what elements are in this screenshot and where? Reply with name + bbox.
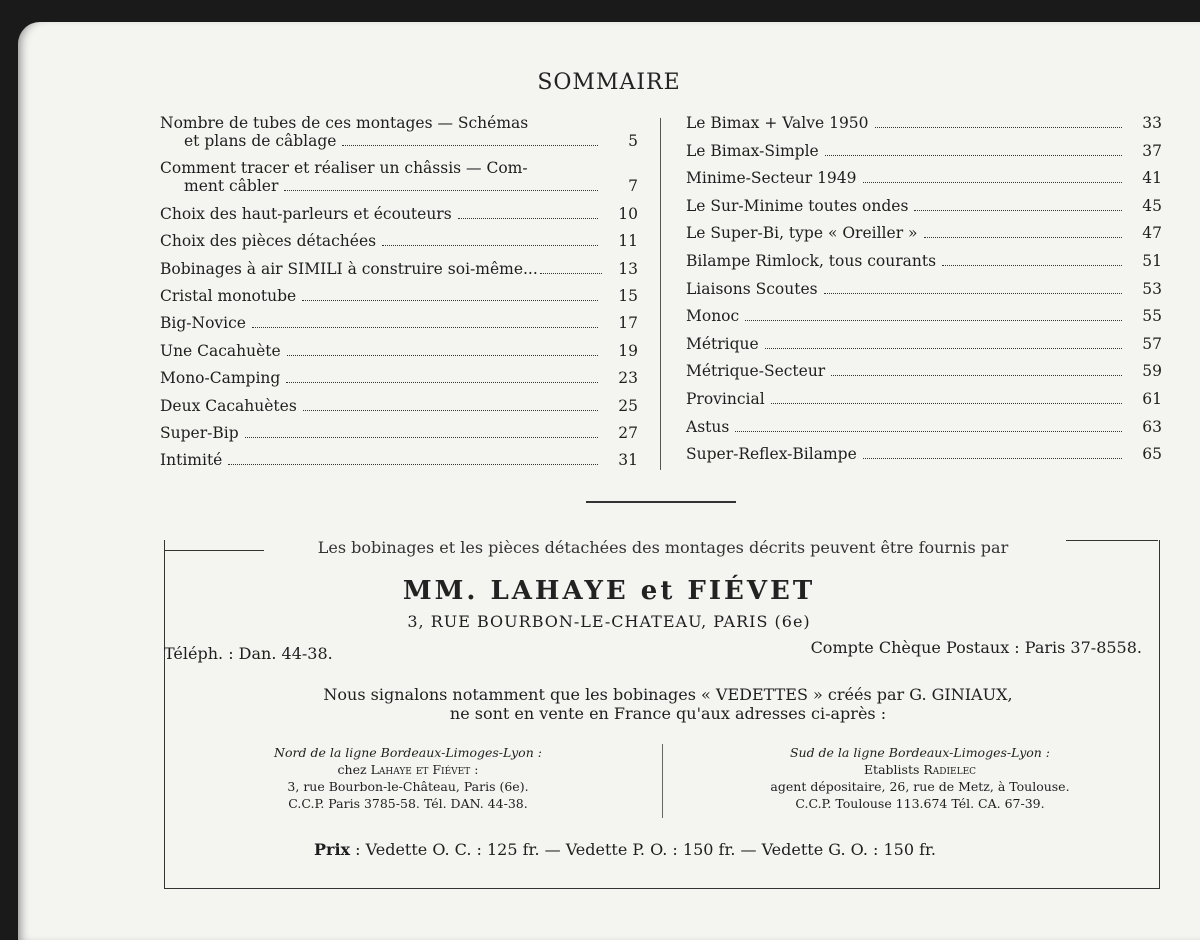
toc-entry-label: Mono-Camping	[160, 369, 281, 388]
toc-entry-page: 17	[618, 314, 638, 333]
toc-entry-label: Métrique-Secteur	[686, 362, 826, 381]
toc-entry-label: Bilampe Rimlock, tous courants	[686, 251, 937, 270]
dot-leader	[245, 437, 598, 438]
toc-entry	[160, 451, 638, 469]
toc-entry-page: 61	[1142, 389, 1162, 408]
toc-entry	[686, 418, 1162, 436]
dot-leader	[924, 237, 1122, 238]
toc-entry-label: Le Super-Bi, type « Oreiller »	[686, 224, 918, 243]
toc-entry-page: 19	[618, 341, 638, 360]
company-phone: Téléph. : Dan. 44-38.	[164, 644, 333, 663]
toc-entry	[160, 342, 638, 360]
toc-right-column	[686, 114, 1162, 473]
toc-entry-label: Minime-Secteur 1949	[686, 169, 857, 188]
toc-entry-page: 63	[1142, 417, 1162, 436]
dot-leader	[942, 265, 1122, 266]
toc-entry-label: Le Bimax + Valve 1950	[686, 114, 869, 132]
dot-leader	[540, 273, 602, 274]
dot-leader	[863, 458, 1122, 459]
dot-leader	[825, 155, 1122, 156]
dot-leader	[342, 145, 598, 146]
distributor-name-prefix: Etablists	[863, 762, 920, 777]
toc-entry-page: 13	[618, 259, 638, 278]
toc-entry	[686, 114, 1162, 132]
dot-leader	[875, 127, 1122, 128]
toc-entry-label: Bobinages à air SIMILI à construire soi-même...	[160, 259, 538, 278]
toc-entry-label: Big-Novice	[160, 314, 246, 333]
distributor-name	[730, 761, 1110, 778]
toc-entry	[160, 205, 638, 223]
toc-entry-page: 33	[1142, 114, 1162, 132]
supplier-intro: Les bobinages et les pièces détachées des montages décrits peuvent être fournis par	[317, 538, 1009, 557]
toc-entry-page: 37	[1142, 141, 1162, 160]
toc-entry-label: Comment tracer et réaliser un châssis — Com-	[160, 159, 528, 178]
dot-leader	[302, 300, 598, 301]
company-name: MM. LAHAYE et FIÉVET	[402, 576, 816, 606]
distributor-agent: agent dépositaire, 26, rue de Metz, à Toulouse.	[770, 779, 1070, 794]
prices-label: Prix	[314, 840, 351, 859]
toc-entry	[686, 390, 1162, 408]
prices-text: : Vedette O. C. : 125 fr. — Vedette P. O. : 150 fr. — Vedette G. O. : 150 fr.	[355, 840, 937, 859]
distributor-heading: Sud de la ligne Bordeaux-Limoges-Lyon :	[789, 745, 1051, 760]
toc-entry	[160, 369, 638, 387]
dot-leader	[771, 403, 1122, 404]
document-page	[18, 22, 1200, 940]
toc-entry-page: 55	[1142, 307, 1162, 326]
dot-leader	[914, 210, 1122, 211]
toc-entry-label: Astus	[686, 417, 730, 436]
toc-entry-page: 51	[1142, 251, 1162, 270]
dot-leader	[382, 245, 598, 246]
toc-entry-page: 5	[628, 132, 638, 150]
dot-leader	[286, 382, 598, 383]
toc-entry-page: 15	[618, 286, 638, 305]
toc-entry-page: 10	[618, 204, 638, 223]
prices-line	[314, 840, 936, 859]
toc-entry-page: 59	[1142, 362, 1162, 381]
toc-entry-page: 27	[618, 423, 638, 442]
toc-entry	[686, 169, 1162, 187]
notice-line: Nous signalons notamment que les bobinages « VEDETTES » créés par G. GINIAUX,	[323, 685, 1013, 704]
toc-entry	[686, 362, 1162, 380]
toc-entry	[160, 260, 638, 278]
distributor-south	[730, 744, 1110, 812]
toc-entry-label: Intimité	[160, 451, 223, 470]
toc-entry-label: Super-Bip	[160, 423, 239, 442]
distributor-divider	[662, 744, 663, 818]
page-title: SOMMAIRE	[537, 70, 681, 95]
distributor-name-suffix: :	[474, 762, 479, 777]
toc-entry-label: Nombre de tubes de ces montages — Schémas	[160, 114, 529, 132]
dot-leader	[284, 190, 598, 191]
toc-entry-label: Choix des pièces détachées	[160, 232, 377, 251]
toc-entry-page: 25	[618, 396, 638, 415]
toc-entry-page: 11	[618, 232, 638, 251]
dot-leader	[458, 218, 598, 219]
distributor-ccp: C.C.P. Toulouse 113.674 Tél. CA. 67-39.	[795, 796, 1045, 811]
toc-entry-label-cont: ment câbler	[184, 177, 279, 196]
toc-entry	[686, 224, 1162, 242]
toc-entry	[686, 307, 1162, 325]
dot-leader	[228, 464, 598, 465]
toc-entry-label: Super-Reflex-Bilampe	[686, 445, 857, 464]
column-divider	[660, 118, 661, 470]
toc-entry-page: 53	[1142, 279, 1162, 298]
toc-entry	[686, 280, 1162, 298]
dot-leader	[831, 375, 1122, 376]
dot-leader	[765, 348, 1122, 349]
toc-entry-label: Le Sur-Minime toutes ondes	[686, 196, 909, 215]
toc-entry	[160, 232, 638, 250]
toc-entry-page: 47	[1142, 224, 1162, 243]
toc-entry-page: 41	[1142, 169, 1162, 188]
dot-leader	[745, 320, 1122, 321]
toc-entry-page: 23	[618, 369, 638, 388]
section-rule	[586, 501, 736, 503]
distributor-north	[228, 744, 588, 812]
toc-entry-label: Une Cacahuète	[160, 341, 281, 360]
distributor-name	[228, 761, 588, 778]
toc-entry-label: Choix des haut-parleurs et écouteurs	[160, 204, 452, 223]
toc-entry	[686, 252, 1162, 270]
toc-entry-label: Cristal monotube	[160, 286, 297, 305]
toc-entry-page: 65	[1142, 445, 1162, 464]
toc-entry	[160, 114, 638, 150]
toc-entry	[686, 335, 1162, 353]
distributor-name-text: Radielec	[923, 762, 977, 777]
toc-entry	[160, 397, 638, 415]
toc-entry-label: Le Bimax-Simple	[686, 141, 819, 160]
toc-entry-label-cont: et plans de câblage	[184, 132, 337, 150]
toc-entry-label: Monoc	[686, 307, 740, 326]
box-top-border-left	[164, 550, 264, 551]
dot-leader	[287, 355, 598, 356]
toc-entry-label: Métrique	[686, 334, 759, 353]
distributor-name-prefix: chez	[337, 762, 367, 777]
toc-entry-label: Deux Cacahuètes	[160, 396, 297, 415]
dot-leader	[252, 327, 598, 328]
company-address: 3, RUE BOURBON-LE-CHATEAU, PARIS (6e)	[407, 612, 811, 631]
box-top-border-right	[1066, 540, 1158, 541]
vedettes-notice	[18, 685, 1200, 723]
toc-entry-label: Provincial	[686, 389, 765, 408]
toc-entry	[686, 197, 1162, 215]
dot-leader	[824, 293, 1122, 294]
toc-entry	[160, 287, 638, 305]
distributor-heading: Nord de la ligne Bordeaux-Limoges-Lyon :	[274, 745, 542, 760]
toc-entry-page: 31	[618, 451, 638, 470]
toc-entry-page: 57	[1142, 334, 1162, 353]
toc-entry	[160, 424, 638, 442]
dot-leader	[303, 410, 598, 411]
toc-entry	[160, 159, 638, 195]
toc-entry-page: 7	[628, 177, 638, 196]
company-ccp: Compte Chèque Postaux : Paris 37-8558.	[810, 638, 1142, 657]
dot-leader	[863, 182, 1122, 183]
toc-entry	[686, 445, 1162, 463]
toc-entry	[160, 314, 638, 332]
toc-entry-page: 45	[1142, 196, 1162, 215]
dot-leader	[735, 431, 1122, 432]
distributor-ccp: C.C.P. Paris 3785-58. Tél. DAN. 44-38.	[288, 796, 528, 811]
distributor-name-text: Lahaye et Fiévet	[370, 762, 471, 777]
toc-left-column	[160, 114, 638, 479]
notice-line: ne sont en vente en France qu'aux adresses ci-après :	[449, 704, 887, 723]
toc-entry	[686, 142, 1162, 160]
distributor-address: 3, rue Bourbon-le-Château, Paris (6e).	[287, 779, 529, 794]
toc-entry-label: Liaisons Scoutes	[686, 279, 818, 298]
